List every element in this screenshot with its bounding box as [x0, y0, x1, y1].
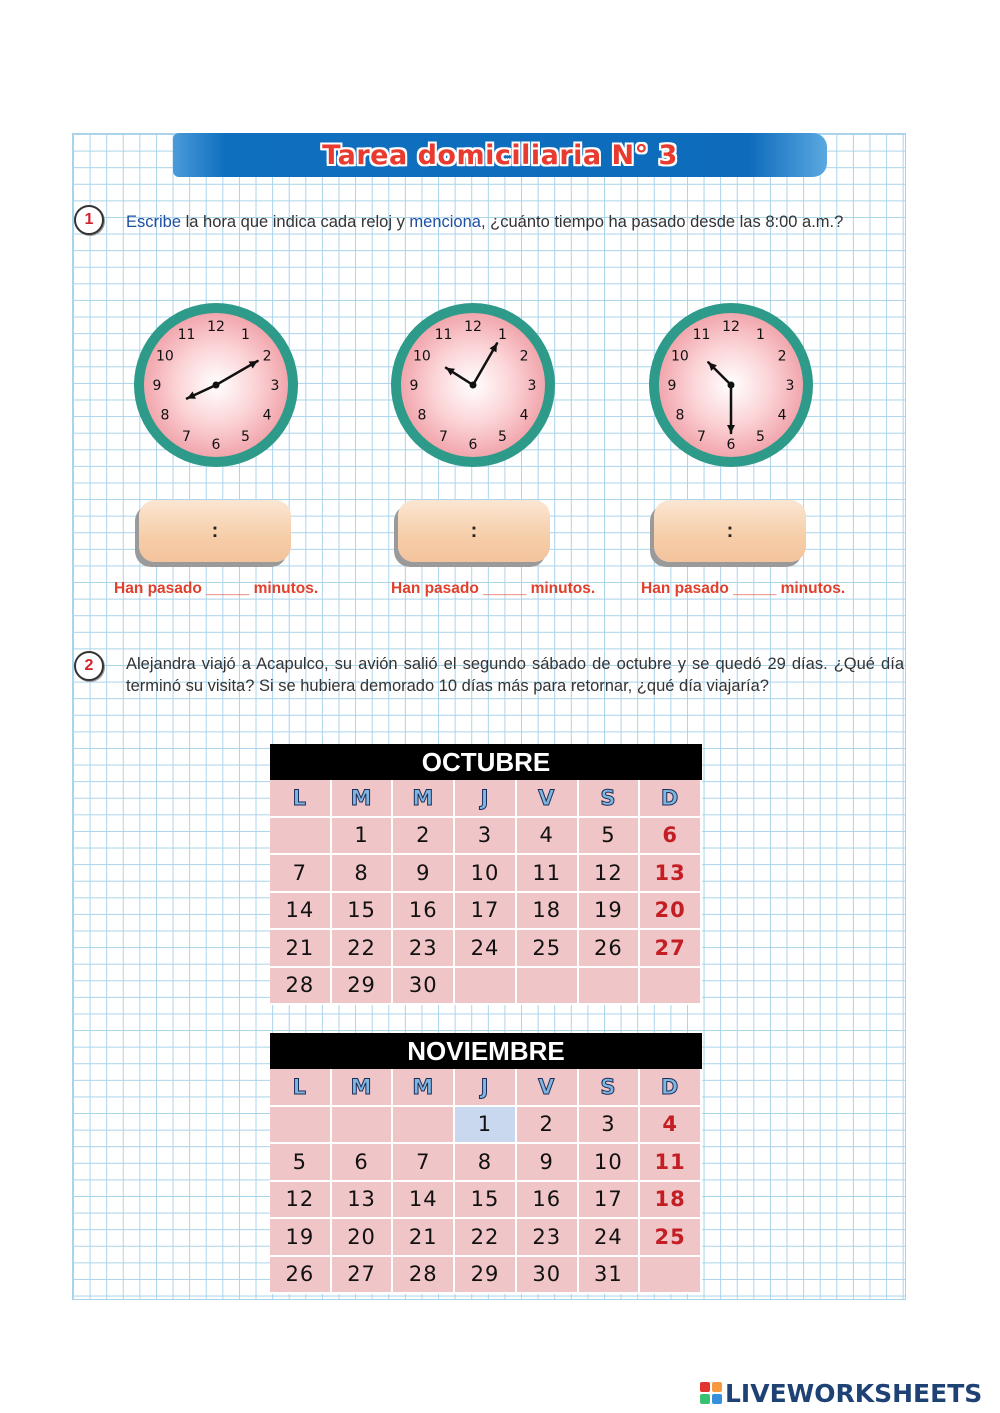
calendar-day: 15 — [332, 893, 394, 931]
calendar-weekday-header: L — [270, 1069, 332, 1107]
calendar-october — [270, 744, 702, 1005]
calendar-day: 7 — [270, 855, 332, 893]
clock-number: 5 — [241, 429, 250, 446]
clock-number: 2 — [777, 348, 787, 365]
calendar-day: 28 — [270, 968, 332, 1006]
calendar-day: 2 — [393, 818, 455, 856]
calendar-weekday-header: D — [640, 780, 702, 818]
clock-number: 2 — [519, 348, 529, 365]
calendar-weekday-header: J — [455, 1069, 517, 1107]
calendar-weekday-header: S — [579, 1069, 641, 1107]
calendar-day: 25 — [517, 930, 579, 968]
calendar-grid — [270, 1069, 702, 1294]
calendar-weekday-header: M — [332, 780, 394, 818]
page-title: Tarea domiciliaria N° 3 — [322, 139, 678, 171]
title-banner — [173, 133, 827, 177]
calendar-day: 30 — [393, 968, 455, 1006]
calendar-day: 19 — [579, 893, 641, 931]
calendar-weekday-header: D — [640, 1069, 702, 1107]
calendar-day: 6 — [332, 1144, 394, 1182]
clock-number: 8 — [417, 407, 427, 424]
calendar-day: 11 — [517, 855, 579, 893]
calendar-day: 16 — [393, 893, 455, 931]
calendar-day: 21 — [270, 930, 332, 968]
calendar-day: 17 — [455, 893, 517, 931]
clock-number: 9 — [152, 378, 162, 394]
clock-number: 7 — [697, 429, 706, 446]
calendar-day: 13 — [640, 855, 702, 893]
calendar-day: 8 — [332, 855, 394, 893]
calendar-day: 4 — [640, 1107, 702, 1145]
clock-number: 11 — [692, 326, 711, 343]
question-1-text — [126, 211, 904, 233]
clock-number: 11 — [434, 326, 453, 343]
calendar-day: 4 — [517, 818, 579, 856]
clock-number: 6 — [211, 437, 221, 453]
calendar-day: 22 — [455, 1219, 517, 1257]
calendar-day-empty — [640, 1257, 702, 1295]
clock-number: 5 — [498, 429, 507, 446]
calendar-month-title: NOVIEMBRE — [270, 1033, 702, 1069]
minutes-answer-1[interactable]: Han pasado _____ minutos. — [114, 580, 319, 597]
calendar-day: 7 — [393, 1144, 455, 1182]
calendar-day: 20 — [332, 1219, 394, 1257]
clock-number: 9 — [667, 378, 677, 394]
clock-center-pin — [213, 382, 220, 389]
calendar-day: 28 — [393, 1257, 455, 1295]
question-2-text: Alejandra viajó a Acapulco, su avión salió el segundo sábado de octubre y se quedó 29 días. ¿Qué día terminó su visita? Si se hubiera demorado 10 días más para retornar, ¿qué día viajaría? — [126, 655, 904, 695]
calendar-weekday-header: M — [332, 1069, 394, 1107]
clock-3 — [646, 300, 816, 470]
calendar-day: 24 — [579, 1219, 641, 1257]
question-2-number: 2 — [74, 651, 104, 681]
clock-number: 4 — [777, 407, 787, 424]
clock-number: 3 — [785, 378, 795, 394]
clock-number: 6 — [726, 437, 736, 453]
calendar-weekday-header: J — [455, 780, 517, 818]
clock-number: 7 — [182, 429, 191, 446]
clock-number: 1 — [498, 326, 507, 343]
calendar-day-empty — [455, 968, 517, 1006]
clock-number: 12 — [207, 319, 225, 335]
time-answer-box-2[interactable]: : — [398, 500, 550, 562]
calendar-day: 14 — [270, 893, 332, 931]
clock-number: 5 — [756, 429, 765, 446]
clock-number: 2 — [262, 348, 272, 365]
question-1-text-part2: , ¿cuánto tiempo ha pasado desde las 8:00 a.m.? — [480, 213, 844, 231]
calendar-day-empty — [393, 1107, 455, 1145]
question-1-verb-escribe: Escribe — [126, 213, 182, 231]
clock-number: 12 — [464, 319, 482, 335]
calendar-day: 14 — [393, 1182, 455, 1220]
calendar-day: 9 — [393, 855, 455, 893]
clock-number: 10 — [670, 348, 689, 365]
calendar-day: 13 — [332, 1182, 394, 1220]
clock-number: 1 — [241, 326, 250, 343]
calendar-november — [270, 1033, 702, 1294]
calendar-day-empty — [332, 1107, 394, 1145]
calendar-day-empty — [517, 968, 579, 1006]
logo-square — [700, 1394, 710, 1404]
calendar-day: 3 — [455, 818, 517, 856]
calendar-day: 8 — [455, 1144, 517, 1182]
minutes-answer-2[interactable]: Han pasado _____ minutos. — [391, 580, 596, 597]
calendar-grid — [270, 780, 702, 1005]
calendar-day: 16 — [517, 1182, 579, 1220]
calendar-day: 25 — [640, 1219, 702, 1257]
calendar-day: 23 — [517, 1219, 579, 1257]
calendar-day: 11 — [640, 1144, 702, 1182]
calendar-weekday-header: V — [517, 780, 579, 818]
clock-number: 9 — [409, 378, 419, 394]
calendar-day: 29 — [332, 968, 394, 1006]
clock-number: 10 — [412, 348, 431, 365]
calendar-day: 1 — [455, 1107, 517, 1145]
calendar-day: 15 — [455, 1182, 517, 1220]
calendar-day: 27 — [332, 1257, 394, 1295]
calendar-day: 1 — [332, 818, 394, 856]
calendar-day: 12 — [579, 855, 641, 893]
calendar-day: 30 — [517, 1257, 579, 1295]
time-answer-box-3[interactable]: : — [654, 500, 806, 562]
calendar-day: 29 — [455, 1257, 517, 1295]
clock-1 — [131, 300, 301, 470]
logo-square — [712, 1394, 722, 1404]
clock-number: 11 — [177, 326, 196, 343]
calendar-day: 26 — [270, 1257, 332, 1295]
clock-center-pin — [470, 382, 477, 389]
question-1-verb-menciona: menciona — [409, 213, 481, 231]
clock-2 — [388, 300, 558, 470]
question-1-text-part1: la hora que indica cada reloj y — [181, 213, 410, 231]
calendar-day-empty — [270, 1107, 332, 1145]
calendar-month-title: OCTUBRE — [270, 744, 702, 780]
liveworksheets-logo — [700, 1378, 982, 1408]
calendar-weekday-header: V — [517, 1069, 579, 1107]
calendar-day-empty — [270, 818, 332, 856]
calendar-day: 23 — [393, 930, 455, 968]
clock-number: 8 — [675, 407, 685, 424]
calendar-day: 5 — [579, 818, 641, 856]
logo-square — [712, 1382, 722, 1392]
calendar-day: 18 — [640, 1182, 702, 1220]
time-answer-box-1[interactable]: : — [139, 500, 291, 562]
calendar-day: 6 — [640, 818, 702, 856]
calendar-day: 2 — [517, 1107, 579, 1145]
calendar-day: 5 — [270, 1144, 332, 1182]
calendar-weekday-header: M — [393, 1069, 455, 1107]
calendar-day: 17 — [579, 1182, 641, 1220]
calendar-day: 31 — [579, 1257, 641, 1295]
clock-number: 1 — [756, 326, 765, 343]
calendar-day: 3 — [579, 1107, 641, 1145]
clock-number: 7 — [439, 429, 448, 446]
clock-number: 4 — [519, 407, 529, 424]
calendar-weekday-header: L — [270, 780, 332, 818]
clock-number: 10 — [155, 348, 174, 365]
clock-number: 8 — [160, 407, 170, 424]
calendar-day: 24 — [455, 930, 517, 968]
calendar-day: 20 — [640, 893, 702, 931]
clock-number: 3 — [527, 378, 537, 394]
calendar-day: 26 — [579, 930, 641, 968]
calendar-day: 27 — [640, 930, 702, 968]
liveworksheets-text: LIVEWORKSHEETS — [725, 1378, 983, 1408]
calendar-day-empty — [579, 968, 641, 1006]
minutes-answer-3[interactable]: Han pasado _____ minutos. — [641, 580, 846, 597]
calendar-day-empty — [640, 968, 702, 1006]
calendar-day: 18 — [517, 893, 579, 931]
clock-center-pin — [728, 382, 735, 389]
calendar-day: 9 — [517, 1144, 579, 1182]
clock-number: 4 — [262, 407, 272, 424]
calendar-day: 22 — [332, 930, 394, 968]
calendar-day: 12 — [270, 1182, 332, 1220]
clock-number: 6 — [468, 437, 478, 453]
calendar-day: 10 — [455, 855, 517, 893]
calendar-day: 19 — [270, 1219, 332, 1257]
clock-number: 3 — [270, 378, 280, 394]
calendar-day: 10 — [579, 1144, 641, 1182]
logo-square — [700, 1382, 710, 1392]
calendar-weekday-header: M — [393, 780, 455, 818]
calendar-weekday-header: S — [579, 780, 641, 818]
calendar-day: 21 — [393, 1219, 455, 1257]
clock-number: 12 — [722, 319, 740, 335]
liveworksheets-icon — [700, 1382, 722, 1404]
question-1-number: 1 — [74, 205, 104, 235]
